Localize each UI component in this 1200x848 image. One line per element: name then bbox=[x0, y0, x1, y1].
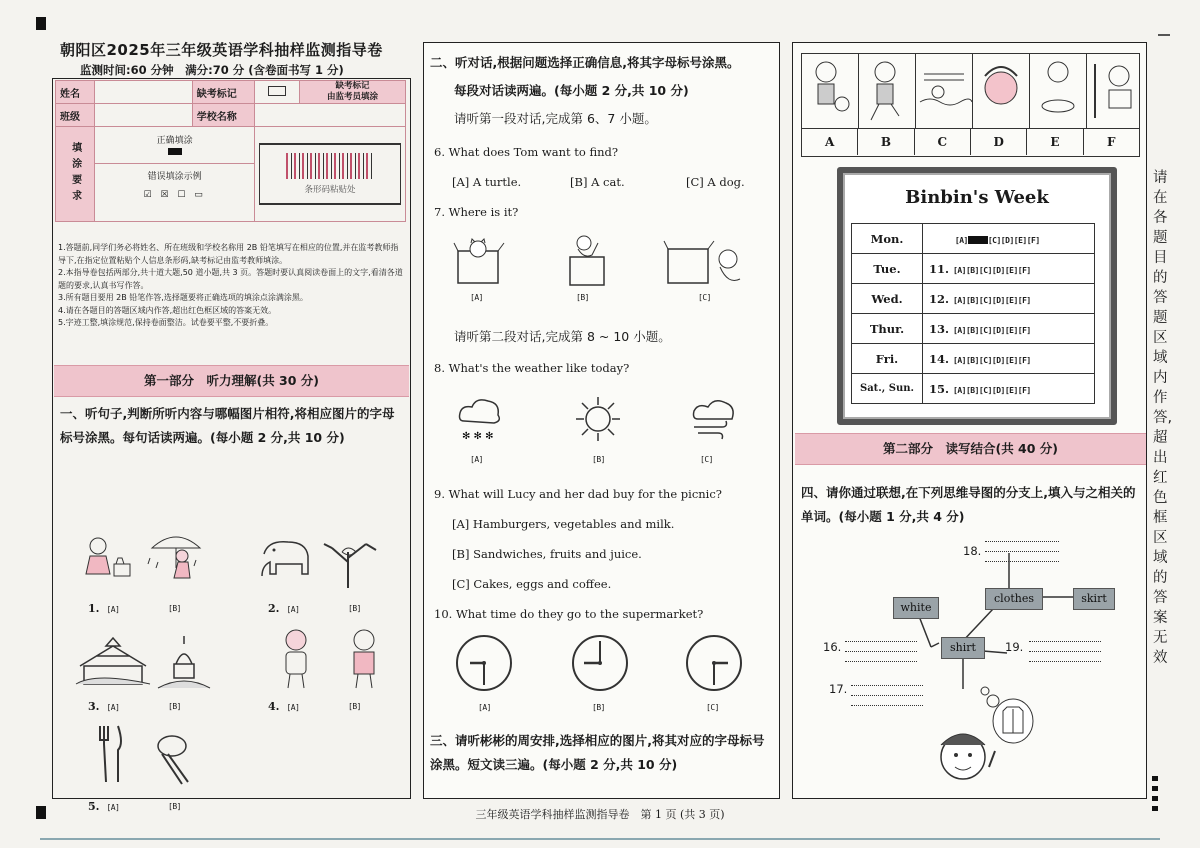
mon-bubbles[interactable]: [A] [C][D][E][F] bbox=[929, 235, 1040, 245]
q1-bubble-a[interactable]: [A] bbox=[106, 605, 120, 614]
picture-f-boy-painting bbox=[1087, 54, 1143, 128]
side-notice: 请在各题目的答题区域内作答,超出红色框区域的答案无效 bbox=[1153, 170, 1173, 666]
sec3-title: 三、请听彬彬的周安排,选择相应的图片,将其对应的字母标号涂黑。短文读三遍。(每小题 2 分,共 10 分) bbox=[430, 733, 765, 772]
temple-picture bbox=[76, 636, 150, 690]
sec2-dialogue1: 请听第一段对话,完成第 6、7 小题。 bbox=[454, 111, 657, 126]
mind-num-17: 17. bbox=[829, 682, 848, 696]
q1-bubble-b[interactable]: [B] bbox=[168, 604, 181, 613]
part2-heading: 第二部分 读写结合(共 40 分) bbox=[795, 433, 1146, 465]
picture-b-label: B bbox=[858, 129, 914, 155]
pagoda-picture bbox=[158, 634, 210, 694]
child-sandcastle-picture bbox=[80, 534, 140, 588]
week-row: Mon. [A] [C][D][E][F] bbox=[852, 224, 1095, 254]
wrong-fill-label: 错误填涂示例 bbox=[95, 163, 254, 182]
edge-mark-top bbox=[1158, 34, 1170, 36]
sec4-title: 四、请你通过联想,在下列思维导图的分支上,填入与之相关的单词。(每小题 1 分,共 4 分) bbox=[801, 485, 1136, 524]
q8-bubble-a[interactable]: [A] bbox=[470, 455, 483, 464]
week-board bbox=[837, 167, 1117, 425]
knife-fork-picture bbox=[96, 724, 126, 788]
snow-cloud-icon bbox=[454, 395, 504, 449]
fill-examples bbox=[95, 127, 255, 222]
sec2-dialogue2: 请听第二段对话,完成第 8 ~ 10 小题。 bbox=[454, 329, 671, 344]
thur-bubbles[interactable]: [A][B][C][D][E][F] bbox=[953, 325, 1031, 335]
q1-label: 1. [A] bbox=[88, 602, 120, 615]
thinking-boy-picture bbox=[923, 671, 1033, 799]
mind-num-18: 18. bbox=[963, 544, 982, 558]
wed-bubbles[interactable]: [A][B][C][D][E][F] bbox=[953, 295, 1031, 305]
picture-b-boy-football bbox=[859, 54, 916, 128]
class-label: 班级 bbox=[56, 104, 95, 127]
mind-node-skirt: skirt bbox=[1073, 588, 1115, 610]
exam-subtitle: 监测时间:60 分钟 满分:70 分 (含卷面书写 1 分) bbox=[80, 63, 344, 77]
week-table bbox=[851, 223, 1095, 404]
instructions bbox=[58, 242, 404, 330]
timing-marks bbox=[1152, 776, 1158, 816]
boy-thinking-picture bbox=[342, 628, 386, 694]
q2-bubble-b[interactable]: [B] bbox=[348, 604, 361, 613]
q4-label: 4. [A] bbox=[268, 700, 300, 713]
q9-option-a[interactable]: [A] Hamburgers, vegetables and milk. bbox=[452, 517, 675, 531]
q6-text: 6. What does Tom want to find? bbox=[434, 145, 619, 159]
name-label: 姓名 bbox=[56, 81, 95, 104]
sec2-subtitle: 每段对话读两遍。(每小题 2 分,共 10 分) bbox=[454, 83, 689, 98]
registration-mark-top-left bbox=[36, 17, 46, 30]
q6-option-c[interactable]: [C] A dog. bbox=[686, 175, 745, 189]
fri-bubbles[interactable]: [A][B][C][D][E][F] bbox=[953, 355, 1031, 365]
mind-node-shirt: shirt bbox=[941, 637, 985, 659]
q8-text: 8. What's the weather like today? bbox=[434, 361, 630, 375]
answer-line-18c[interactable] bbox=[985, 561, 1059, 562]
sun-icon bbox=[572, 393, 624, 449]
q6-option-a[interactable]: [A] A turtle. bbox=[452, 175, 522, 189]
absent-note: 缺考标记 由监考员填涂 bbox=[300, 81, 406, 104]
picture-c-swimming bbox=[916, 54, 973, 128]
answer-line-17a[interactable] bbox=[851, 685, 923, 686]
q3-bubble-a[interactable]: [A] bbox=[106, 703, 120, 712]
umbrella-rain-picture bbox=[146, 528, 206, 588]
correct-fill-sample bbox=[168, 148, 182, 155]
week-row: Sat., Sun. 15. [A][B][C][D][E][F] bbox=[852, 374, 1095, 404]
barcode-icon bbox=[286, 153, 374, 179]
correct-fill-label: 正确填涂 bbox=[156, 136, 193, 146]
note-1: 1.答题前,同学们务必将姓名、所在班级和学校名称用 2B 铅笔填写在相应的位置,并在监考教师指导下,在指定位置粘贴个人信息条形码,缺考标记由监考教师填涂。 bbox=[58, 243, 399, 265]
q3-bubble-b[interactable]: [B] bbox=[168, 702, 181, 711]
absent-box[interactable] bbox=[254, 81, 299, 104]
q5-bubble-a[interactable]: [A] bbox=[106, 803, 120, 812]
page-footer: 三年级英语学科抽样监测指导卷 第 1 页 (共 3 页) bbox=[475, 808, 725, 821]
q3-label: 3. [A] bbox=[88, 700, 120, 713]
answer-line-19b[interactable] bbox=[1029, 651, 1101, 652]
mind-num-16: 16. bbox=[823, 640, 842, 654]
q8-bubble-b[interactable]: [B] bbox=[592, 455, 605, 464]
registration-mark-bottom-left bbox=[36, 806, 46, 819]
elephant-picture bbox=[258, 536, 314, 584]
answer-line-17c[interactable] bbox=[851, 705, 923, 706]
q9-text: 9. What will Lucy and her dad buy for the picnic? bbox=[434, 487, 722, 501]
picture-e-label: E bbox=[1027, 129, 1083, 155]
q4-bubble-a[interactable]: [A] bbox=[286, 703, 300, 712]
answer-line-19c[interactable] bbox=[1029, 661, 1101, 662]
q8-bubble-c[interactable]: [C] bbox=[700, 455, 713, 464]
dog-by-box-picture bbox=[664, 235, 750, 291]
column-right bbox=[792, 42, 1147, 799]
column-left bbox=[52, 41, 412, 813]
school-field[interactable] bbox=[254, 104, 405, 127]
mind-node-white: white bbox=[893, 597, 939, 619]
q2-bubble-a[interactable]: [A] bbox=[286, 605, 300, 614]
q5-label: 5. [A] bbox=[88, 800, 120, 813]
q5-bubble-b[interactable]: [B] bbox=[168, 802, 181, 811]
note-3: 3.所有题目要用 2B 铅笔作答,选择题要将正确选项的填涂点涂满涂黑。 bbox=[58, 293, 308, 302]
picture-a-boy-basketball bbox=[802, 54, 859, 128]
week-row: Thur. 13. [A][B][C][D][E][F] bbox=[852, 314, 1095, 344]
sec2-title: 二、听对话,根据问题选择正确信息,将其字母标号涂黑。 bbox=[430, 55, 740, 70]
q7-bubble-c[interactable]: [C] bbox=[698, 293, 711, 302]
note-5: 5.字迹工整,填涂规范,保持卷面整洁。试卷要平整,不要折叠。 bbox=[58, 318, 274, 327]
q9-option-b[interactable]: [B] Sandwiches, fruits and juice. bbox=[452, 547, 642, 561]
clock-a-icon bbox=[454, 633, 514, 697]
cat-in-box-picture bbox=[454, 235, 504, 291]
chopsticks-bowl-picture bbox=[152, 724, 192, 790]
picture-f-label: F bbox=[1107, 135, 1116, 149]
absent-label: 缺考标记 bbox=[192, 81, 254, 104]
q10-bubble-a[interactable]: [A] bbox=[478, 703, 491, 712]
barcode-label: 条形码粘贴处 bbox=[304, 185, 356, 195]
week-row: Tue. 11. [A][B][C][D][E][F] bbox=[852, 254, 1095, 284]
cat-on-box-picture bbox=[562, 231, 612, 291]
clock-c-icon bbox=[684, 633, 744, 697]
q6-option-b[interactable]: [B] A cat. bbox=[570, 175, 625, 189]
q2-label: 2. [A] bbox=[268, 602, 300, 615]
q10-bubble-b[interactable]: [B] bbox=[592, 703, 605, 712]
q4-bubble-b[interactable]: [B] bbox=[348, 702, 361, 711]
clock-b-icon bbox=[570, 633, 630, 697]
picture-d-opera-mask bbox=[973, 54, 1030, 128]
note-2: 2.本指导卷包括两部分,共十道大题,50 道小题,共 3 页。答题时要认真阅读卷面上的文字,看清各道题的要求,认真书写作答。 bbox=[58, 268, 403, 290]
answer-line-16c[interactable] bbox=[845, 661, 917, 662]
answer-line-18a[interactable] bbox=[985, 541, 1059, 542]
week-row: Wed. 12. [A][B][C][D][E][F] bbox=[852, 284, 1095, 314]
picture-a-label: A bbox=[802, 129, 858, 155]
picture-d-label: D bbox=[971, 129, 1027, 155]
mind-num-19: 19. bbox=[1005, 640, 1024, 654]
answer-line-18b[interactable] bbox=[985, 551, 1059, 552]
picture-e-boy-cooking bbox=[1030, 54, 1087, 128]
exam-title: 朝阳区2025年三年级英语学科抽样监测指导卷 bbox=[60, 41, 383, 59]
week-row: Fri. 14. [A][B][C][D][E][F] bbox=[852, 344, 1095, 374]
q7-bubble-b[interactable]: [B] bbox=[576, 293, 589, 302]
weekend-bubbles[interactable]: [A][B][C][D][E][F] bbox=[953, 385, 1031, 395]
answer-line-16a[interactable] bbox=[845, 641, 917, 642]
q10-bubble-c[interactable]: [C] bbox=[706, 703, 719, 712]
wrong-fill-samples: ☑ ☒ ☐ ▭ bbox=[143, 190, 206, 200]
sec1-title: 一、听句子,判断所听内容与哪幅图片相符,将相应图片的字母标号涂黑。每句话读两遍。(每小题 2 分,共 10 分) bbox=[60, 406, 395, 445]
note-4: 4.请在各题目的答题区域内作答,超出红色框区域的答案无效。 bbox=[58, 305, 277, 315]
info-table bbox=[55, 80, 406, 222]
astronaut-picture bbox=[276, 628, 316, 694]
answer-line-17b[interactable] bbox=[851, 695, 923, 696]
tree-bird-picture bbox=[318, 532, 382, 592]
name-field[interactable] bbox=[95, 81, 192, 104]
barcode-area bbox=[254, 127, 405, 222]
q10-text: 10. What time do they go to the supermarket? bbox=[434, 607, 704, 621]
tue-bubbles[interactable]: [A][B][C][D][E][F] bbox=[953, 265, 1031, 275]
mind-node-clothes: clothes bbox=[985, 588, 1043, 610]
answer-line-19a[interactable] bbox=[1029, 641, 1101, 642]
q9-option-c[interactable]: [C] Cakes, eggs and coffee. bbox=[452, 577, 612, 591]
svg-text:✻ ✻ ✻: ✻ ✻ ✻ bbox=[462, 431, 494, 442]
q7-text: 7. Where is it? bbox=[434, 205, 519, 219]
windy-cloud-icon bbox=[688, 397, 738, 447]
q7-bubble-a[interactable]: [A] bbox=[470, 293, 483, 302]
picture-c-label: C bbox=[915, 129, 971, 155]
answer-line-16b[interactable] bbox=[845, 651, 917, 652]
activity-picture-strip bbox=[801, 53, 1140, 157]
class-field[interactable] bbox=[95, 104, 192, 127]
school-label: 学校名称 bbox=[192, 104, 254, 127]
bottom-rule bbox=[40, 838, 1160, 840]
part1-heading: 第一部分 听力理解(共 30 分) bbox=[54, 365, 409, 397]
column-middle bbox=[423, 42, 780, 799]
fill-req-label: 填涂要求 bbox=[56, 127, 95, 222]
week-board-title: Binbin's Week bbox=[905, 187, 1049, 208]
